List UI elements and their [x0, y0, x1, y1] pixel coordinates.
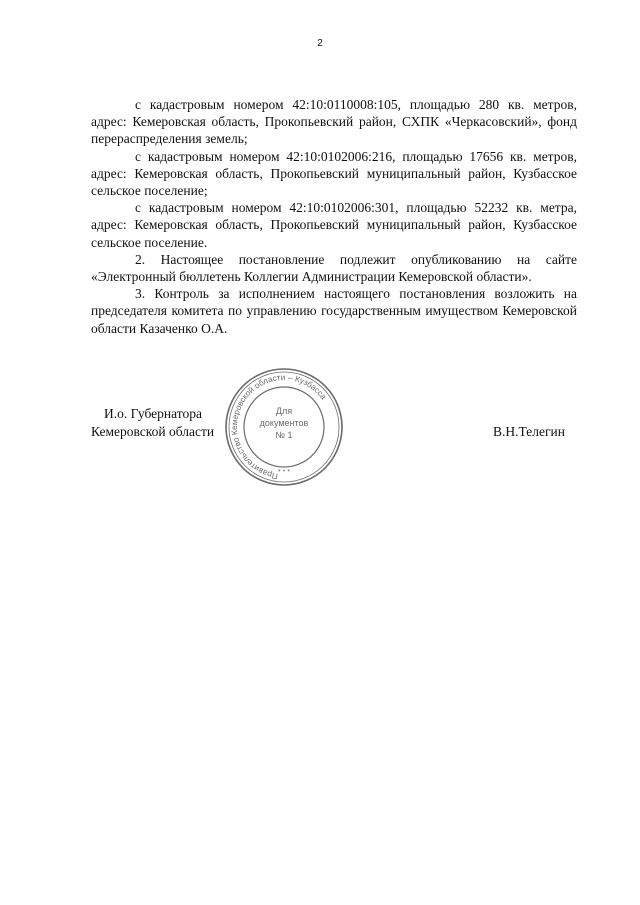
signatory-name: В.Н.Телегин [493, 424, 565, 439]
seal-center-line2: документов [259, 418, 309, 428]
page-number: 2 [317, 38, 323, 49]
seal-center-line3: № 1 [275, 430, 293, 440]
official-seal-stamp [218, 366, 350, 488]
paragraph-parcel-216: с кадастровым номером 42:10:0102006:216, площадью 17656 кв. метров, адрес: Кемеровская область, Прокопьевский муниципальный район, Кузбасское сельское поселение; [91, 148, 577, 199]
seal-stars: * * * [277, 469, 291, 476]
paragraph-parcel-301: с кадастровым номером 42:10:0102006:301, площадью 52232 кв. метра, адрес: Кемеровская область, Прокопьевский муниципальный район, Кузбасское сельское поселение. [91, 200, 577, 250]
paragraph-control: 3. Контроль за исполнением настоящего постановления возложить на председателя комитета по управлению государственным имуществом Кемеровской области Казаченко О.А. [91, 286, 577, 336]
paragraph-parcel-105: с кадастровым номером 42:10:0110008:105, площадью 280 кв. метров, адрес: Кемеровская область, Прокопьевский район, СХПК «Черкасовский», фонд перераспределения земель; [91, 97, 577, 147]
document-body [91, 96, 577, 337]
seal-center-line1: Для [275, 406, 293, 416]
paragraph-publication: 2. Настоящее постановление подлежит опубликованию на сайте «Электронный бюллетень Коллегии Администрации Кемеровской области». [91, 251, 577, 285]
signatory-position-line1: И.о. Губернатора [104, 406, 203, 421]
signatory-position-line2: Кемеровской области [91, 424, 215, 439]
seal-ring-text: Правительство Кемеровской области – Кузбасса [229, 372, 329, 481]
